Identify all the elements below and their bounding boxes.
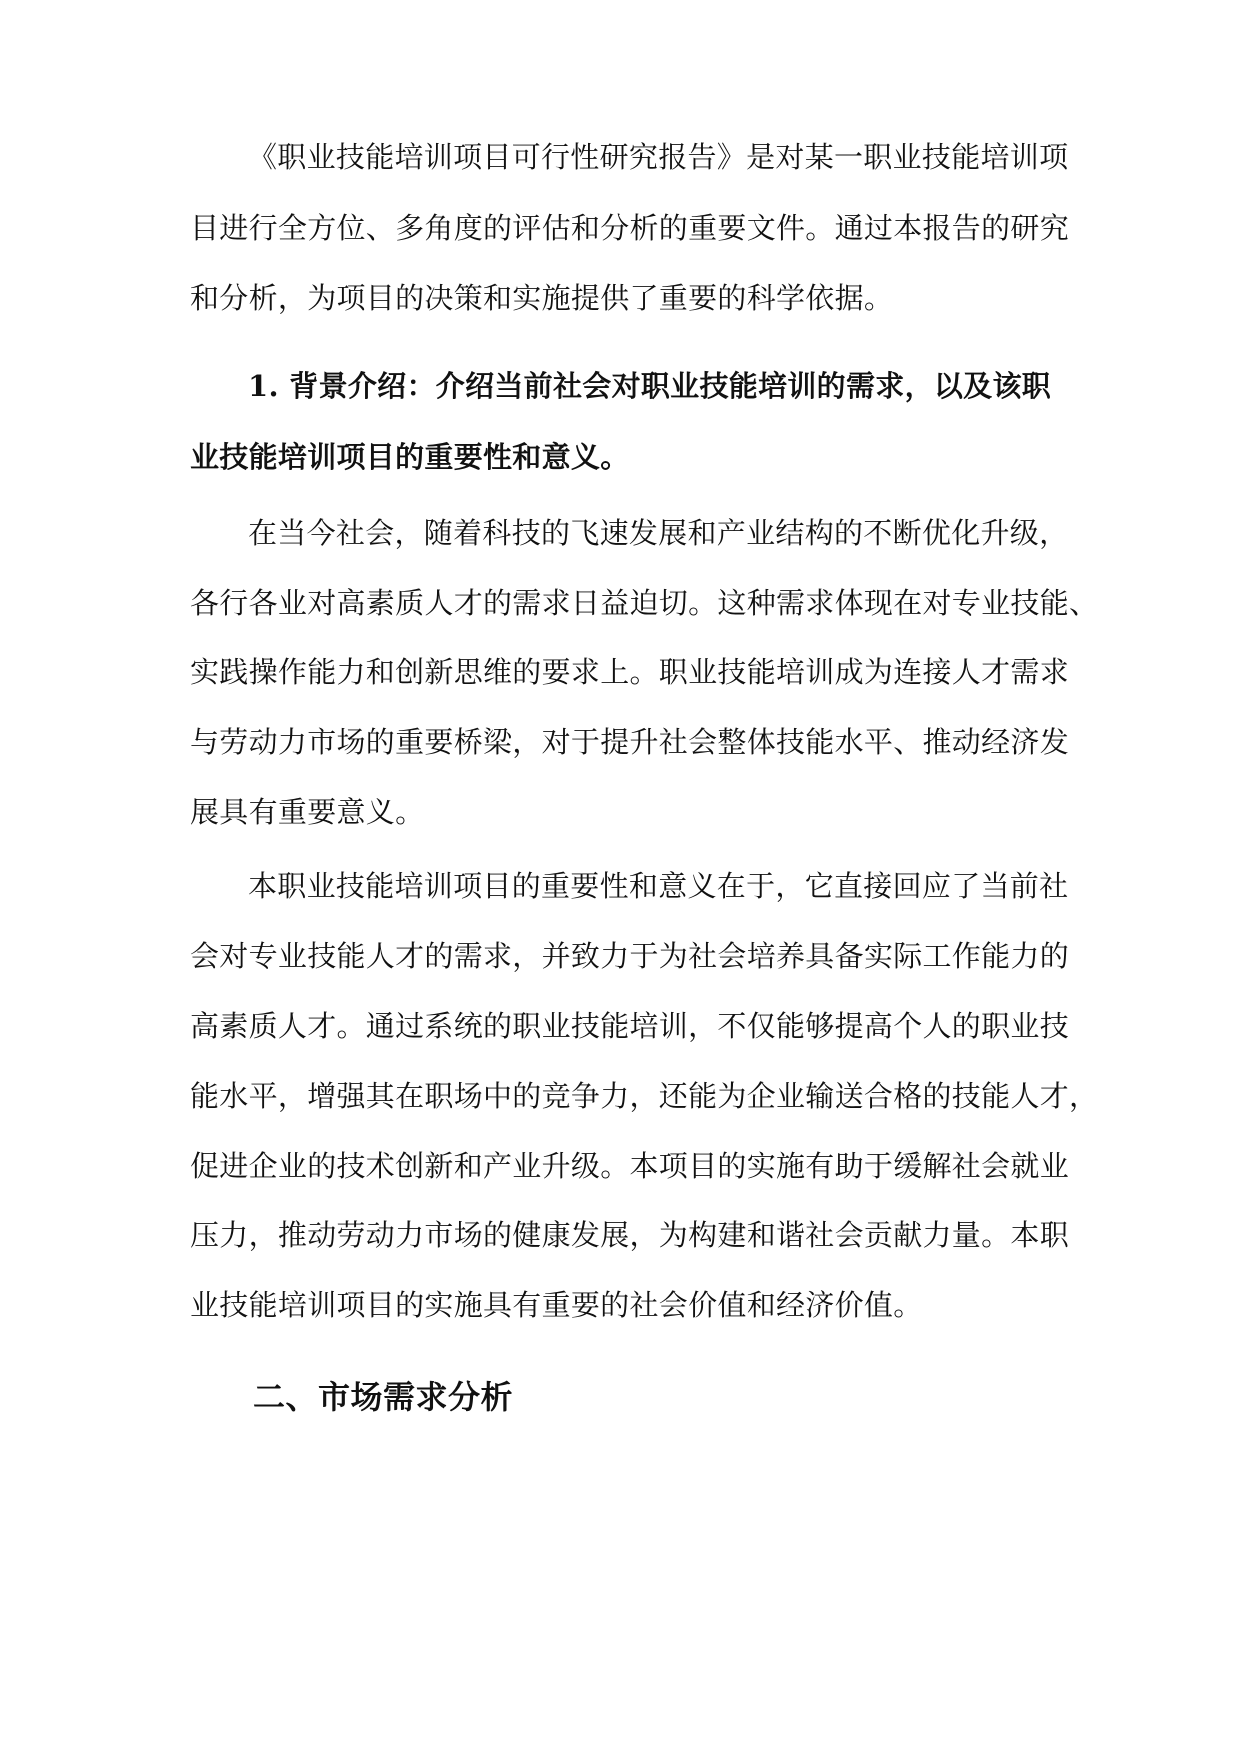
intro-line-2: 目进行全方位、多角度的评估和分析的重要文件。通过本报告的研究: [190, 211, 1070, 245]
intro-line-1: 《职业技能培训项目可行性研究报告》是对某一职业技能培训项: [248, 140, 1069, 174]
para3-line-3: 高素质人才。通过系统的职业技能培训，不仅能够提高个人的职业技: [190, 1009, 1070, 1043]
intro-line-3: 和分析，为项目的决策和实施提供了重要的科学依据。: [190, 281, 894, 315]
para3-line-2: 会对专业技能人才的需求，并致力于为社会培养具备实际工作能力的: [190, 939, 1070, 973]
para3-line-6: 压力，推动劳动力市场的健康发展，为构建和谐社会贡献力量。本职: [190, 1218, 1070, 1252]
para3-line-7: 业技能培训项目的实施具有重要的社会价值和经济价值。: [190, 1288, 923, 1322]
section1-heading-line-1: 1. 背景介绍：介绍当前社会对职业技能培训的需求，以及该职: [248, 369, 1052, 403]
section2-heading: 二、市场需求分析: [253, 1378, 514, 1416]
para3-line-1: 本职业技能培训项目的重要性和意义在于，它直接回应了当前社: [248, 869, 1069, 903]
para2-line-5: 展具有重要意义。: [190, 795, 425, 829]
para2-line-3: 实践操作能力和创新思维的要求上。职业技能培训成为连接人才需求: [190, 655, 1070, 689]
para3-line-4: 能水平，增强其在职场中的竞争力，还能为企业输送合格的技能人才，: [190, 1079, 1099, 1113]
para2-line-1: 在当今社会，随着科技的飞速发展和产业结构的不断优化升级，: [248, 516, 1069, 550]
para2-line-2: 各行各业对高素质人才的需求日益迫切。这种需求体现在对专业技能、: [190, 586, 1099, 620]
para2-line-4: 与劳动力市场的重要桥梁，对于提升社会整体技能水平、推动经济发: [190, 725, 1070, 759]
section1-heading-line-2: 业技能培训项目的重要性和意义。: [190, 440, 630, 474]
para3-line-5: 促进企业的技术创新和产业升级。本项目的实施有助于缓解社会就业: [190, 1149, 1070, 1183]
